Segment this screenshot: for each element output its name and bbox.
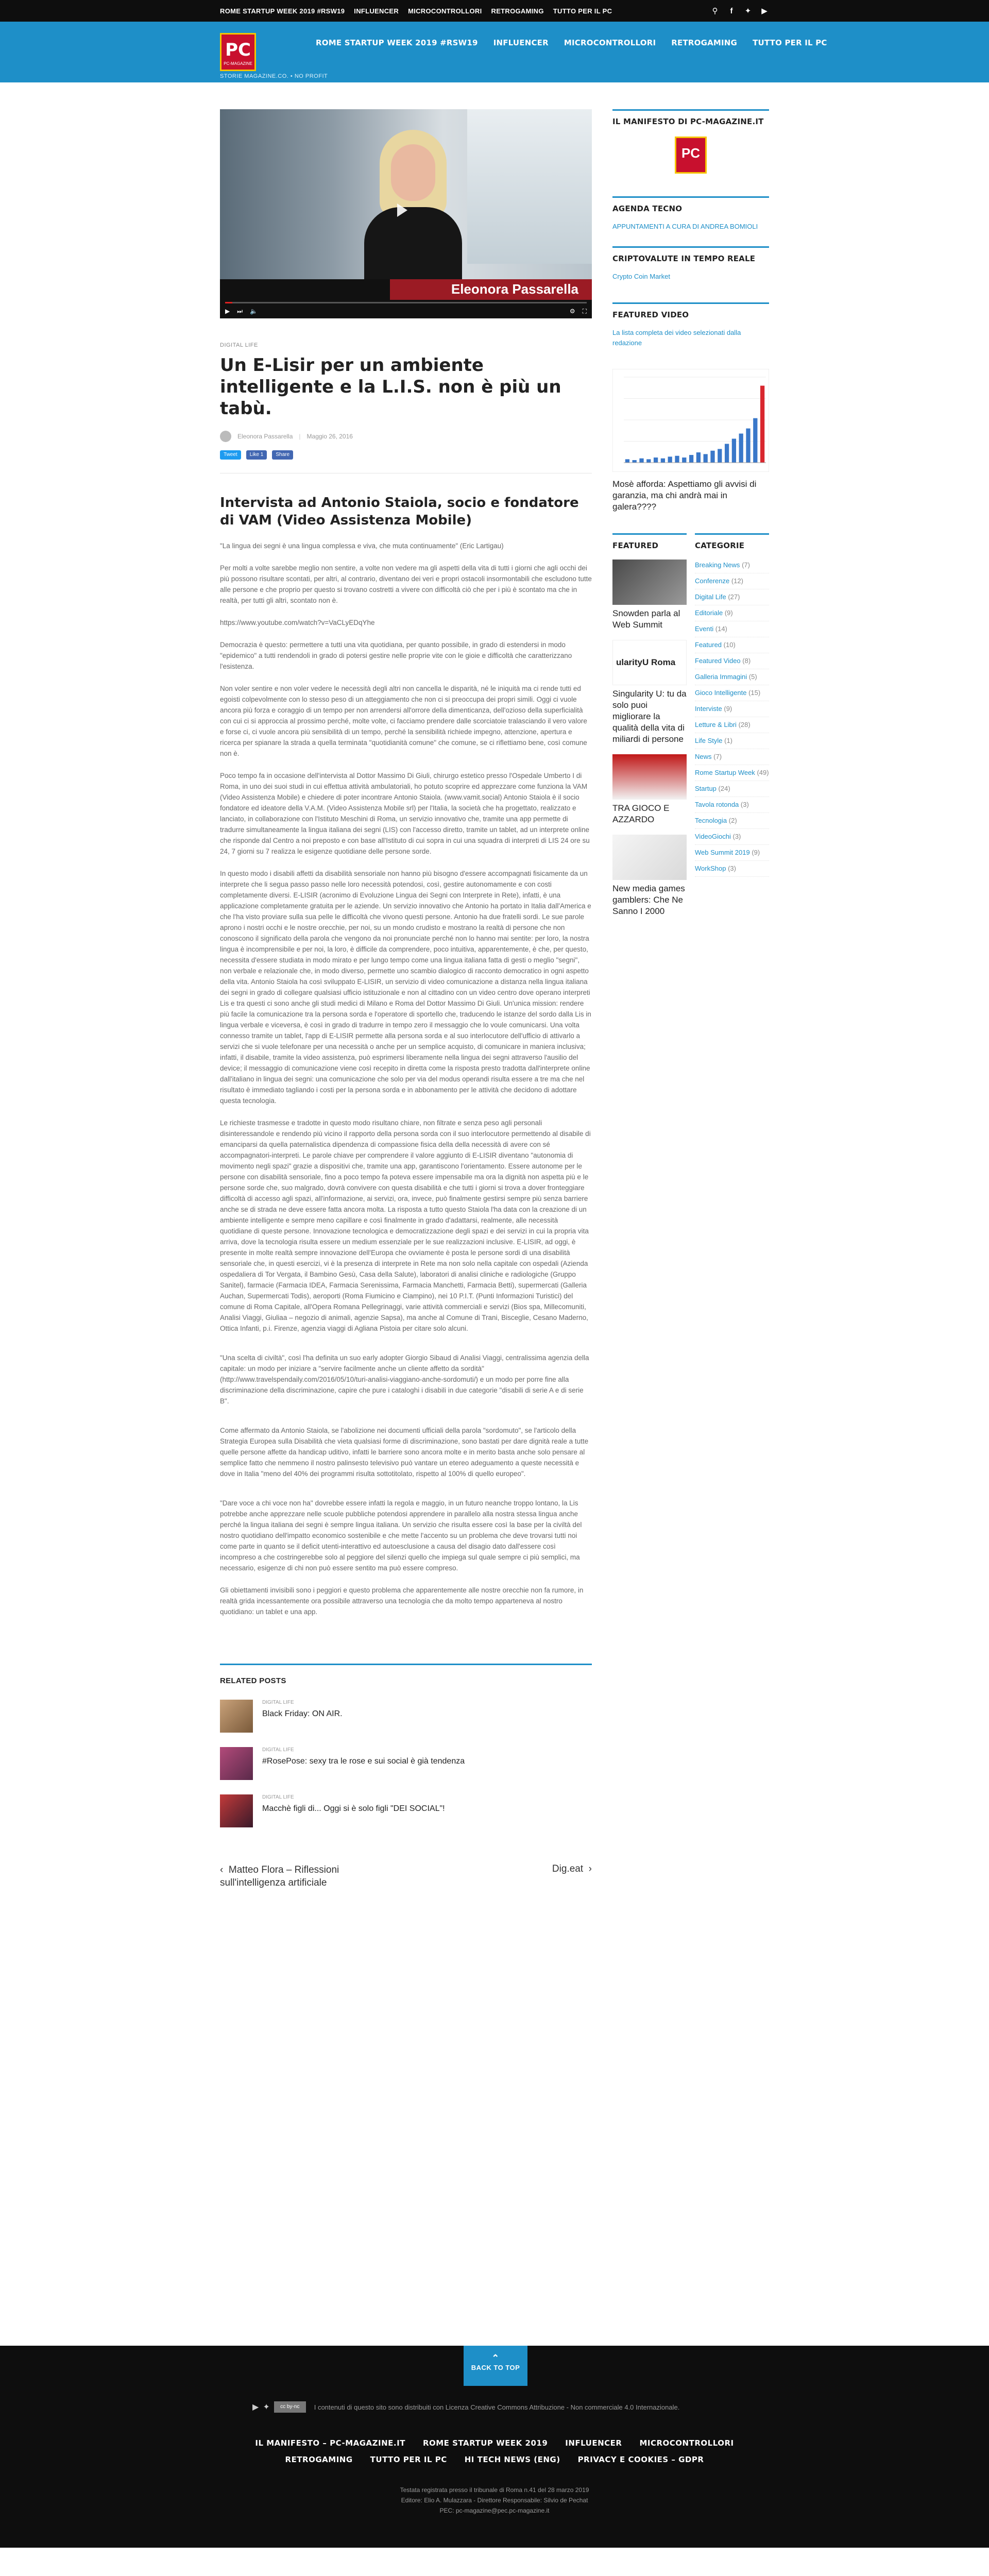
related-thumb[interactable] bbox=[220, 1747, 253, 1780]
youtube-icon[interactable]: ▶ bbox=[761, 7, 768, 15]
logo-sub: PC-MAGAZINE bbox=[224, 61, 252, 66]
category-name[interactable]: Featured Video bbox=[695, 657, 741, 665]
chart-bar bbox=[710, 451, 714, 463]
category-name[interactable]: VideoGiochi bbox=[695, 833, 731, 840]
chart-bar bbox=[661, 459, 665, 463]
footer-link[interactable]: PRIVACY E COOKIES – GDPR bbox=[577, 2455, 704, 2464]
category-name[interactable]: Galleria Immagini bbox=[695, 673, 747, 681]
featured-thumb[interactable]: ularityU Roma bbox=[612, 640, 687, 685]
logo-text: PC bbox=[225, 40, 251, 60]
category-count: (7) bbox=[713, 753, 722, 760]
chart-bar bbox=[689, 455, 693, 463]
share-button[interactable]: Share bbox=[272, 450, 293, 460]
chart-bar bbox=[654, 457, 658, 463]
chevron-right-icon: › bbox=[583, 1863, 592, 1874]
chart-bar bbox=[760, 386, 764, 463]
top-bar bbox=[0, 0, 989, 22]
category-name[interactable]: Tecnologia bbox=[695, 817, 727, 824]
featured-chart-post[interactable] bbox=[612, 369, 769, 513]
footer-link[interactable]: INFLUENCER bbox=[565, 2438, 622, 2448]
related-heading: RELATED POSTS bbox=[220, 1676, 286, 1685]
category-name[interactable]: Web Summit 2019 bbox=[695, 849, 750, 856]
next-icon[interactable]: ⏭ bbox=[237, 307, 243, 315]
video-person bbox=[364, 130, 462, 300]
category-item[interactable] bbox=[695, 781, 769, 797]
chart-bar bbox=[625, 459, 629, 463]
category-item[interactable] bbox=[695, 685, 769, 701]
video-window bbox=[467, 109, 592, 264]
related-item[interactable] bbox=[220, 1794, 592, 1827]
category-item[interactable] bbox=[695, 845, 769, 861]
category-item[interactable] bbox=[695, 653, 769, 669]
like-button[interactable]: Like 1 bbox=[246, 450, 267, 460]
chevron-left-icon: ‹ bbox=[220, 1865, 229, 1875]
category-item[interactable] bbox=[695, 749, 769, 765]
footer-info-line: Testata registrata presso il tribunale di Roma n.41 del 28 marzo 2019 bbox=[400, 2486, 589, 2494]
back-to-top-button[interactable] bbox=[464, 2346, 527, 2386]
category-count: (9) bbox=[752, 849, 760, 856]
sidebar bbox=[612, 109, 769, 926]
top-link[interactable]: MICROCONTROLLORI bbox=[408, 7, 482, 15]
related-title[interactable]: Black Friday: ON AIR. bbox=[262, 1709, 343, 1718]
widget-manifesto bbox=[612, 109, 769, 174]
category-count: (7) bbox=[742, 561, 750, 569]
paragraph: Democrazia è questo: permettere a tutti una vita quotidiana, per quanto possibile, in grado di estendersi in modo "epidemico" a tutti rendendoli in grado di potersi gestire nelle proprie vite con le gioie e difficoltà che caratterizzano l'esistenza. bbox=[220, 641, 572, 670]
chart-bar bbox=[718, 449, 722, 463]
manifesto-logo[interactable]: PC bbox=[675, 137, 707, 174]
category-count: (14) bbox=[715, 625, 727, 633]
featured-thumb[interactable] bbox=[612, 560, 687, 605]
category-count: (12) bbox=[731, 577, 743, 585]
category-item[interactable] bbox=[695, 573, 769, 589]
facebook-icon[interactable]: f bbox=[730, 6, 733, 15]
category-name[interactable]: Life Style bbox=[695, 737, 723, 744]
paragraph: Non voler sentire e non voler vedere le necessità degli altri non cancella le disparità, né le iniquità ma ci rende tutti ed egoisti colpevolmente con lo stesso peso di un atteggiamento che non ci si preoccupa dei propri simili. Oggi ci vuole ancora più forza e coraggio di un tempo per non arrendersi all'orrore della dimenticanza, dell'ozioso della superficialità con cui ci si approccia al prossimo perché, molte volte, ci facciamo prendere dalle scorciatoie tralasciando il vero valore e forse ci, ci vuole ancora più sensibilità di un tempo, perché la sensibilità richiede impegno, attenzione, apertura e ricerca per spianare la strada a quella terminata "quotidianità comune" che comune, se ci riflettiamo bene, così comune non è. bbox=[220, 685, 587, 757]
top-link[interactable]: RETROGAMING bbox=[491, 7, 544, 15]
search-icon[interactable]: ⚲ bbox=[712, 7, 718, 15]
nav-item[interactable]: INFLUENCER bbox=[493, 38, 549, 47]
featured-thumb[interactable] bbox=[612, 835, 687, 880]
widget-title: AGENDA TECNO bbox=[612, 204, 683, 213]
post-body bbox=[220, 540, 592, 1617]
chart-bar bbox=[668, 456, 672, 463]
category-name[interactable]: WorkShop bbox=[695, 865, 726, 872]
next-post[interactable] bbox=[552, 1863, 592, 1889]
crypto-link[interactable]: Crypto Coin Market bbox=[612, 273, 670, 280]
category-item[interactable] bbox=[695, 557, 769, 573]
tweet-button[interactable]: Tweet bbox=[220, 450, 241, 460]
chart-bar bbox=[633, 460, 637, 463]
category-item[interactable] bbox=[695, 765, 769, 781]
chart-bar bbox=[704, 454, 708, 463]
paragraph: "Dare voce a chi voce non ha" dovrebbe essere infatti la regola e maggio, in un futuro neanche troppo lontano, la Lis potrebbe anche apprezzare nelle scuole pubbliche potendosi apprendere in parallelo alla nostra stessa lingua anche perché la lingua italiana dei segni è sempre lingua italiana. Un servizio che risulta essere così la base per la civiltà del nostro quotidiano dell'impatto economico sostenibile e che mette l'accento su un problema che deve trovarsi tutti noi come parte in quanto se il deficit utenti-interattivo ed autoesclusione a causa del disagio dato dall'essere così incompreso a che costringerebbe solo al peggiore del silenzi quello che impiega sul quale sempre ci più semplici, ma necessario, esigenze di chi non può essere sentito ma può essere compreso. bbox=[220, 1499, 582, 1572]
site-logo[interactable] bbox=[220, 33, 256, 71]
post-subtitle: Intervista ad Antonio Staiola, socio e fondatore di VAM (Video Assistenza Mobile) bbox=[220, 495, 579, 528]
chart-bar bbox=[746, 429, 750, 463]
nav-item[interactable]: RETROGAMING bbox=[671, 38, 738, 47]
category-name[interactable]: Eventi bbox=[695, 625, 714, 633]
category-item[interactable] bbox=[695, 637, 769, 653]
video-progress[interactable] bbox=[225, 302, 587, 303]
chart-bar bbox=[646, 459, 651, 463]
category-count: (3) bbox=[732, 833, 741, 840]
back-to-top-label: BACK TO TOP bbox=[471, 2364, 520, 2371]
video-controls bbox=[220, 304, 592, 318]
widget-title: CATEGORIE bbox=[695, 541, 745, 550]
widget-featured-video bbox=[612, 302, 769, 348]
nav-item[interactable]: ROME STARTUP WEEK 2019 #RSW19 bbox=[316, 38, 478, 47]
category-item[interactable] bbox=[695, 861, 769, 877]
category-item[interactable] bbox=[695, 797, 769, 813]
top-links bbox=[220, 7, 612, 15]
post-navigation bbox=[220, 1863, 592, 1889]
footer-link[interactable]: TUTTO PER IL PC bbox=[370, 2455, 447, 2464]
category-count: (9) bbox=[724, 609, 733, 617]
post-meta bbox=[220, 431, 592, 442]
footer-info bbox=[220, 2485, 769, 2516]
site-tagline: STORIE MAGAZINE.CO. • NO PROFIT bbox=[220, 73, 328, 79]
prev-post-title[interactable]: Matteo Flora – Riflessioni sull'intelligenza artificiale bbox=[220, 1865, 339, 1888]
nav-item[interactable]: TUTTO PER IL PC bbox=[753, 38, 827, 47]
related-item[interactable] bbox=[220, 1747, 592, 1780]
category-name[interactable]: Letture & Libri bbox=[695, 721, 737, 728]
category-item[interactable] bbox=[695, 813, 769, 829]
category-count: (28) bbox=[738, 721, 751, 728]
category-name[interactable]: Conferenze bbox=[695, 577, 730, 585]
footer-link[interactable]: RETROGAMING bbox=[285, 2455, 353, 2464]
video-list-link[interactable]: La lista completa dei video selezionati dalla redazione bbox=[612, 329, 741, 347]
category-count: (5) bbox=[748, 673, 757, 681]
category-name[interactable]: Breaking News bbox=[695, 561, 740, 569]
chart-bar bbox=[725, 444, 729, 463]
category-item[interactable] bbox=[695, 733, 769, 749]
youtube-icon[interactable]: ▶ bbox=[252, 2403, 259, 2412]
twitter-icon[interactable]: ✦ bbox=[263, 2403, 270, 2412]
footer-link[interactable]: ROME STARTUP WEEK 2019 bbox=[422, 2438, 548, 2448]
category-item[interactable] bbox=[695, 829, 769, 845]
top-link[interactable]: TUTTO PER IL PC bbox=[553, 7, 612, 15]
top-link[interactable]: ROME STARTUP WEEK 2019 #RSW19 bbox=[220, 7, 345, 15]
category-item[interactable] bbox=[695, 669, 769, 685]
featured-item[interactable] bbox=[612, 835, 687, 917]
agenda-link[interactable]: APPUNTAMENTI A CURA DI ANDREA BOMIOLI bbox=[612, 223, 758, 230]
category-count: (10) bbox=[723, 641, 736, 649]
author-avatar bbox=[220, 431, 231, 442]
category-count: (9) bbox=[724, 705, 732, 713]
category-name[interactable]: Featured bbox=[695, 641, 722, 649]
video-caption: Eleonora Passarella bbox=[451, 281, 578, 297]
featured-caption[interactable]: Singularity U: tu da solo puoi migliorare la qualità della vita di miliardi di persone bbox=[612, 689, 687, 744]
widget-title: FEATURED bbox=[612, 541, 659, 550]
video-player[interactable] bbox=[220, 109, 592, 318]
top-link[interactable]: INFLUENCER bbox=[354, 7, 399, 15]
category-count: (15) bbox=[748, 689, 761, 697]
category-count: (3) bbox=[728, 865, 736, 872]
featured-item[interactable] bbox=[612, 640, 687, 745]
featured-caption[interactable]: New media games gamblers: Che Ne Sanno I 2000 bbox=[612, 884, 685, 916]
footer-nav bbox=[220, 2438, 769, 2464]
category-item[interactable] bbox=[695, 701, 769, 717]
widget-title: FEATURED VIDEO bbox=[612, 310, 689, 319]
chart-caption[interactable]: Mosè afforda: Aspettiamo gli avvisi di garanzia, ma chi andrà mai in galera???? bbox=[612, 479, 757, 512]
related-category[interactable]: DIGITAL LIFE bbox=[262, 1747, 294, 1753]
related-item[interactable] bbox=[220, 1700, 592, 1733]
featured-caption[interactable]: Snowden parla al Web Summit bbox=[612, 608, 680, 630]
post-category[interactable]: DIGITAL LIFE bbox=[220, 342, 258, 348]
widget-agenda bbox=[612, 196, 769, 232]
chart-bar bbox=[739, 434, 743, 463]
category-name[interactable]: Startup bbox=[695, 785, 717, 792]
main-content bbox=[220, 109, 592, 1889]
paragraph: "Una scelta di civiltà", così l'ha definita un suo early adopter Giorgio Sibaud di Analisi Viaggi, centralissima agenzia della capitale: un modo per iniziare a "servire facilmente anche un cliente affetto da sordità" (http://www.travelspendaily.com/2016/05/10/turi-analisi-viaggiano-anche-sordomuti/) e un modo per porre fine alla discriminazione della discriminazione, capire che pure i cataloghi i disabili in due categorie "disabili di serie A e di serie B". bbox=[220, 1354, 589, 1405]
category-count: (2) bbox=[728, 817, 737, 824]
footer-info-line: Editore: Elio A. Mulazzara - Direttore Responsabile: Silvio de Pechat bbox=[401, 2497, 588, 2504]
featured-item[interactable] bbox=[612, 560, 687, 631]
fullscreen-icon[interactable]: ⛶ bbox=[582, 307, 587, 315]
category-name[interactable]: Rome Startup Week bbox=[695, 769, 755, 776]
cc-badge[interactable]: cc by-nc bbox=[274, 2401, 306, 2413]
category-count: (49) bbox=[757, 769, 769, 776]
chart-bar bbox=[682, 457, 686, 463]
post-author[interactable]: Eleonora Passarella bbox=[237, 433, 293, 440]
category-name[interactable]: Tavola rotonda bbox=[695, 801, 739, 808]
next-post-title[interactable]: Dig.eat bbox=[552, 1863, 584, 1874]
featured-caption[interactable]: TRA GIOCO E AZZARDO bbox=[612, 803, 670, 824]
paragraph: Per molti a volte sarebbe meglio non sentire, a volte non vedere ma gli aspetti della vita di tutti i giorni che agli occhi dei più possono risultare scontati, per altri, al contrario, diventano dei veri e propri ostacoli insormontabili che escludono tutte alle persone e che proprio per questo si trovano costretti a vivere con difficoltà ciò che per i più è scontato ma che in realtà, per tutti gli altri, scontato non è. bbox=[220, 564, 592, 604]
license-row bbox=[252, 2401, 679, 2413]
related-category[interactable]: DIGITAL LIFE bbox=[262, 1794, 294, 1800]
widget-categories bbox=[695, 533, 769, 550]
nav-item[interactable]: MICROCONTROLLORI bbox=[564, 38, 656, 47]
chart-bar bbox=[753, 418, 757, 463]
video-link[interactable]: https://www.youtube.com/watch?v=VaCLyEDqYhe bbox=[220, 619, 375, 626]
chart-bar bbox=[675, 456, 679, 463]
category-list bbox=[695, 557, 769, 877]
category-item[interactable] bbox=[695, 605, 769, 621]
twitter-icon[interactable]: ✦ bbox=[744, 7, 752, 15]
widget-crypto bbox=[612, 246, 769, 282]
related-title[interactable]: #RosePose: sexy tra le rose e sui social è già tendenza bbox=[262, 1757, 465, 1766]
related-category[interactable]: DIGITAL LIFE bbox=[262, 1700, 294, 1705]
footer-link[interactable]: MICROCONTROLLORI bbox=[639, 2438, 734, 2448]
paragraph: Le richieste trasmesse e tradotte in questo modo risultano chiare, non filtrate e senza peso agli personali disinteressandole e rendendo più vicino il rapporto della persona sorda con il suo interlocutore permettendo al disabile di emanciparsi da quella paternalistica dipendenza di compassione fisica della della necessità di avere con sé accompagnatori-interpreti. Le parole chiave per comprendere il valore aggiunto di E-LISIR diventano "autonomia di movimento negli spazi" grazie a dispositivi che, tramite una app, garantiscono l'orientamento. Essere autonome per le persone con disabilità sensoriale, fino a poco tempo fa poteva essere impensabile ma ora la dignità non aspetta più e le persone sorde che, suo malgrado, dovrà convivere con questa disabilità e che tutti i giorni si trova a dover fronteggiare difficoltà di accesso agli spazi, all'informazione, ai servizi, ora, invece, può finalmente gestirsi sempre più senza barriere anche se di strada ne deve essere fatta ancora molta. La risposta a tutto questo Staiola l'ha data con la creazione di un ambiente intelligente e sempre meno capillare e così finalmente in grado d'adattarsi, realmente, alle necessità quotidiane di queste persone. Innovazione tecnologica e democratizzazione degli spazi e dei servizi in cui la propria vita arriva, dove la tecnologia risulta essere un medium essenziale per le sue realizzazioni inclusive. E-LISIR, ad oggi, è presente in molte realtà sempre innovazione dell'Europa che ovviamente è posta le persone sordi di una disabilità sensoriale che, in questi esercizi, vi è la presenza di interprete in Rete ma non solo nella capitale con ospedali (Azienda ospedaliera di Tor Vergata, il Bambino Gesù, Casa della Salute), laboratori di analisi cliniche e radiologiche (Gruppo Sanitel), farmacie (Farmacia IDEA, Farmacia Serenissima, Farmacia Manchetti, Farmacia Betti), supermercati (Galleria Auchan, Supermercati Todis), aeroporti (Roma Fiumicino e Ciampino), nei 10 P.I.T. (Punti Informazioni Turistici) del comune di Roma Capitale, all'Opera Romana Pellegrinaggi, varie attività commerciali e servizi (Bios spa, Millecomuniti, Analisi Viaggi, Giuliaa – negozio di animali, agenzie Sapsa), ma anche al Comune di Trani, Bisceglie, Cesano Maderno, Ottica Infanti, p.i. Firenze, agenzia viaggi di Agliana Pistoia per citare solo alcuni. bbox=[220, 1119, 591, 1332]
chevron-up-icon: ⌃ bbox=[491, 2353, 500, 2363]
category-count: (1) bbox=[724, 737, 732, 744]
category-item[interactable] bbox=[695, 621, 769, 637]
paragraph: "La lingua dei segni è una lingua complessa e viva, che muta continuamente" (Eric Lartigau) bbox=[220, 542, 504, 550]
related-thumb[interactable] bbox=[220, 1794, 253, 1827]
related-title[interactable]: Macchè figli di... Oggi si è solo figli "DEI SOCIAL"! bbox=[262, 1804, 445, 1813]
category-name[interactable]: News bbox=[695, 753, 712, 760]
footer-info-line[interactable]: PEC: pc-magazine@pec.pc-magazine.it bbox=[439, 2507, 550, 2514]
site-header bbox=[0, 22, 989, 82]
category-name[interactable]: Editoriale bbox=[695, 609, 723, 617]
featured-chart[interactable] bbox=[612, 369, 769, 472]
footer-link[interactable]: HI TECH NEWS (ENG) bbox=[464, 2455, 560, 2464]
related-posts bbox=[220, 1664, 592, 1827]
paragraph: Gli obiettamenti invisibili sono i peggiori e questo problema che apparentemente alle nostre orecchie non fa rumore, in realtà grida incessantemente ora possibile attraverso una tecnologia che da molto tempo apparteneva al nostro quotidiano: un tablet e una app. bbox=[220, 1586, 584, 1616]
category-name[interactable]: Digital Life bbox=[695, 593, 726, 601]
share-buttons bbox=[220, 450, 592, 460]
chart-bar bbox=[696, 452, 701, 463]
related-thumb[interactable] bbox=[220, 1700, 253, 1733]
featured-item[interactable] bbox=[612, 754, 687, 825]
category-item[interactable] bbox=[695, 589, 769, 605]
paragraph: In questo modo i disabili affetti da disabilità sensoriale non hanno più bisogno d'essere accompagnati fisicamente da un interprete che li segua passo passo nelle loro necessità potendosi, così, gestire autonomamente e con costi completamente diversi. E-LISIR (acronimo di Evoluzione Lingua dei Segni con Interprete in Rete), infatti, è una applicazione completamente gratuita per le aziende. Un servizio innovativo che Antonio ha portato in Italia dall'America e che l'ha visto proviare sulla sua pelle le difficoltà che vivono questi persone. Antonio ha due fratelli sordi. Le sue parole aprono i nostri occhi e le nostre orecchie, per noi, su un mondo crudisto e mostrano la realtà di persone che non conoscono il significato della parola che vengono da noi pronunciate perché non lo hanno mai sentite: per loro, la nostra lingua è incomprensibile e per noi, la loro, è difficile da comprendere, poco intuitiva, apparentemente, è che, per questo, necessita d'essere studiata in modo mirato e per lungo tempo come una lingua italiana fatta di gesti o meglio "segni", non verbale e relazionale che, in modo diverso, permette uno scambio dialogico di racconto democratico in ogni aspetto della vita. Antonio Staiola ha così sviluppato E-LISIR, un servizio di video comunicazione a distanza nella lingua italiana dei segni in grado di collegare qualsiasi ufficio istituzionale e non al cittadino con un video centro dove operano interpreti Lis e tra questi ci sono anche gli studi medici di Milano e Roma del Dottor Massimo Di Giuli. Un'unica mission: rendere più facile la comunicazione tra la persona sorda e l'operatore di sportello che, traducendo le istanze del sordo dalla Lis in lingua verbale e viceversa, è così in grado di tradurre in tempo zero il messaggio che lo voule comunicarsi. Una volta connesso tramite un tablet, l'app di E-LISIR permette alla persona sorda e al suo interlocutore dell'ufficio di attivarlo a servizi che si vuole telefonare per una necessità o anche per un semplice acquisto, di comunicare in maniera inclusiva; infatti, il disabile, tramite la video assistenza, può esprimersi liberamente nella lingua dei segni attraverso l'ausilio del device; il messaggio di comunicazione viene così recepito in diretta come la risposta presto tradotta dall'interprete online dall'italiano in lingua dei segni: una comunicazione che solo per via del modus operandi risulta essere a tre ma che nel risultato è immediato tagliando i costi per la persona sorda e in abbonamento per le attività che decidono di adottare questa tecnologia. bbox=[220, 870, 591, 1105]
category-count: (27) bbox=[728, 593, 740, 601]
prev-post[interactable] bbox=[220, 1863, 390, 1889]
paragraph: Poco tempo fa in occasione dell'intervista al Dottor Massimo Di Giuli, chirurgo estetico presso l'Ospedale Umberto I di Roma, in uno dei suoi studi in cui effettua attività ambulatoriali, ho potuto scoprire ed apprezzare come funziona la VAM (Video Assistenza Mobile) e chiedere di poter incontrare Antonio Staiola. (www.vamit.social) Antonio Staiola è il socio fondatore ed ideatore della V.A.M. (Video Assistenza Mobile srl) per l'Italia, la società che ha progettato, realizzato e lanciato, in collaborazione con l'Istituto Meschini di Roma, un servizio innovativo che, tramite una app permette di tradurre simultaneamente la lingua italiana dei segni (LIS) con l'accesso diretto, tramite un tablet, ad un interprete online che risponde dal Centro a noi preposto e con base all'Istituto di cui sopra in cui una squadra di interpreti di LIS 24 ore su 24, 7 giorni su 7 realizza le esigenze quotidiane delle persone sorde. bbox=[220, 772, 590, 855]
widget-featured bbox=[612, 533, 687, 550]
settings-icon[interactable]: ⚙ bbox=[569, 308, 575, 315]
post-date: Maggio 26, 2016 bbox=[306, 433, 353, 440]
meta-separator: | bbox=[299, 433, 301, 440]
category-count: (8) bbox=[742, 657, 751, 665]
paragraph: Come affermato da Antonio Staiola, se l'abolizione nei documenti ufficiali della parola "sordomuto", se l'articolo della Strategia Europea sulla Disabilità che vieta qualsiasi forme di discriminazione, sono bastati per dare dignità reale a tutte quelle persone affette da handicap uditivo, infatti le barriere sono ancora molte e in merito basta anche solo pensare al semplice fatto che nemmeno il nostro palinsesto televisivo può vantare un etereo adeguamento a queste necessità e dove in Italia "meno del 40% dei programmi risulta sottotitolato, rispetto al 100% di quello europeo". bbox=[220, 1427, 589, 1478]
category-count: (24) bbox=[718, 785, 730, 792]
widget-title: IL MANIFESTO DI PC-MAGAZINE.IT bbox=[612, 117, 764, 126]
volume-icon[interactable]: 🔈 bbox=[250, 308, 258, 315]
chart-bar bbox=[639, 459, 643, 463]
play-icon[interactable]: ▶ bbox=[225, 308, 230, 315]
post-title: Un E-Lisir per un ambiente intelligente e la L.I.S. non è più un tabù. bbox=[220, 355, 561, 419]
play-icon[interactable] bbox=[397, 204, 407, 217]
category-item[interactable] bbox=[695, 717, 769, 733]
chart-bar bbox=[732, 439, 736, 463]
category-name[interactable]: Interviste bbox=[695, 705, 722, 713]
license-text: I contenuti di questo sito sono distribuiti con Licenza Creative Commons Attribuzione - Non commerciale 4.0 Internazionale. bbox=[314, 2403, 680, 2411]
featured-thumb[interactable] bbox=[612, 754, 687, 800]
widget-title: CRIPTOVALUTE IN TEMPO REALE bbox=[612, 254, 756, 263]
main-nav bbox=[316, 38, 827, 47]
category-count: (3) bbox=[740, 801, 749, 808]
footer-link[interactable]: IL MANIFESTO – PC-MAGAZINE.IT bbox=[255, 2438, 405, 2448]
category-name[interactable]: Gioco Intelligente bbox=[695, 689, 747, 697]
